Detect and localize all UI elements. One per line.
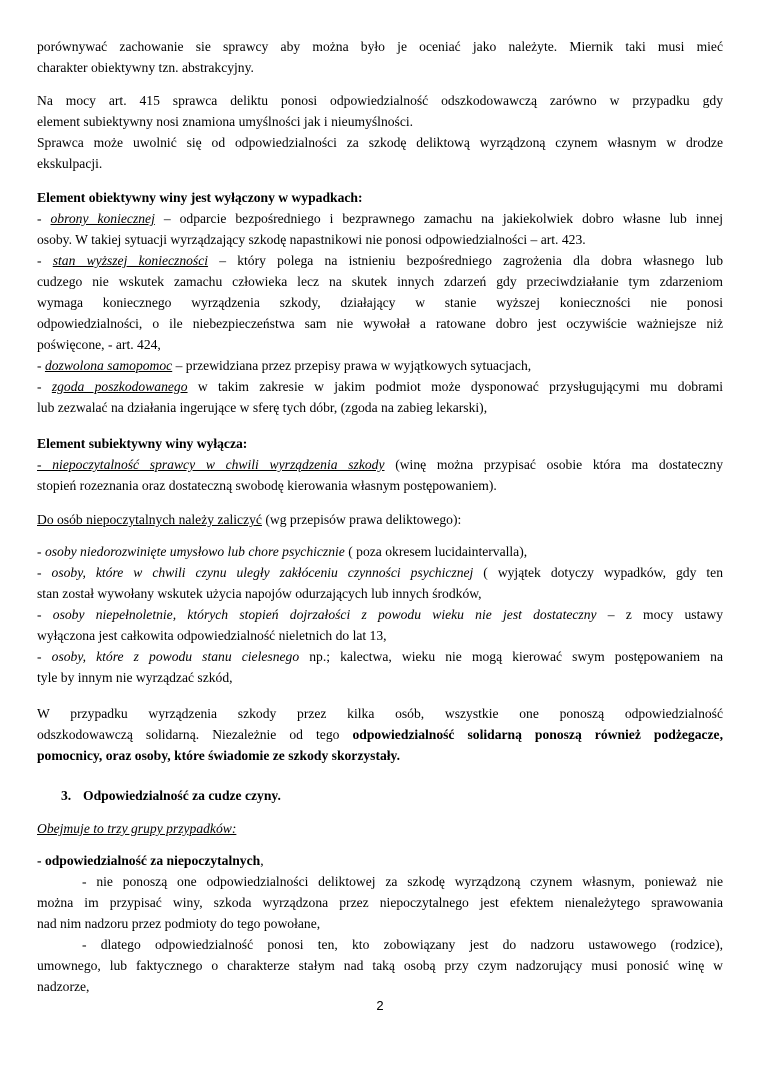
text: – który polega na istnieniu bezpośredniego zagrożenia dla dobra własnego lub: [208, 253, 723, 268]
numbered-heading: [37, 785, 723, 806]
term: obrony koniecznej: [50, 211, 155, 226]
list-item: - zgoda poszkodowanego w takim zakresie w jakim podmiot może dysponować przysługującymi mu dobrami: [37, 379, 723, 394]
list-insane-persons: [37, 541, 723, 688]
subsection-insane-persons: [37, 509, 723, 530]
heading-text: Odpowiedzialność za cudze czyny.: [83, 788, 281, 803]
section-subjective-element: [37, 433, 723, 496]
text-line: odpowiedzialności, o ile niebezpieczeństwa sam nie wywołał a ratowane dobro jest oczywiście ważniejsze niż: [37, 316, 723, 331]
list-item: - osoby, które z powodu stanu cielesnego np.; kalectwa, wieku nie mogą kierować swym postępowaniem na: [37, 649, 723, 664]
text: (winę można przypisać osobie która ma dostateczny: [384, 457, 723, 472]
group-heading: - odpowiedzialność za niepoczytalnych,: [37, 853, 264, 868]
underlined-text: Do osób niepoczytalnych należy zaliczyć: [37, 512, 262, 527]
text-line: porównywać zachowanie sie sprawcy aby można było je oceniać jako należyte. Miernik taki musi mieć: [37, 39, 723, 54]
text-line: ekskulpacji.: [37, 156, 103, 171]
text-line: tyle by innym nie wyrządzać szkód,: [37, 670, 233, 685]
group-insane-liability: [37, 850, 723, 997]
text-line: charakter obiektywny tzn. abstrakcyjny.: [37, 60, 254, 75]
text-line: Sprawca może uwolnić się od odpowiedzialności za szkodę deliktową wyrządzoną czynem własnym w drodze: [37, 135, 723, 150]
term: osoby, które w chwili czynu uległy zakłóceniu czynności psychicznej: [51, 565, 474, 580]
text-line: pomocnicy, oraz osoby, które świadomie ze szkody skorzystały.: [37, 748, 400, 763]
list-item: - obrony koniecznej – odparcie bezpośredniego i bezprawnego zamachu na jakiekolwiek dobro własne lub innej: [37, 211, 723, 226]
text: ,: [260, 853, 264, 868]
heading-number: 3.: [61, 788, 72, 803]
text-line: osoby. W takiej sytuacji wyrządzający szkodę napastnikowi nie ponosi odpowiedzialności – art. 423.: [37, 232, 586, 247]
text-line: - dlatego odpowiedzialność ponosi ten, kto zobowiązany jest do nadzoru ustawowego (rodzice),: [82, 937, 723, 952]
text: ( poza okresem lucidaintervalla),: [344, 544, 528, 559]
section-heading: Element obiektywny winy jest wyłączony w wypadkach:: [37, 190, 363, 205]
term: - niepoczytalność sprawcy w chwili wyrządzenia szkody: [37, 457, 385, 472]
text-line: wyłączona jest całkowita odpowiedzialność nieletnich do lat 13,: [37, 628, 387, 643]
text-line: lub zezwalać na działania ingerujące w sferę tych dóbr, (zgoda na zabieg lekarski),: [37, 400, 488, 415]
text-line: element subiektywny nosi znamiona umyślności jak i nieumyślności.: [37, 114, 414, 129]
term: osoby niedorozwinięte umysłowo lub chore psychicznie: [44, 544, 345, 559]
text: – z mocy ustawy: [596, 607, 723, 622]
text-line: nad nim nadzoru przez podmioty do tego powołane,: [37, 916, 321, 931]
text-line: wymaga koniecznego wyrządzenia szkody, działający w stanie wyższej konieczności nie ponosi: [37, 295, 723, 310]
list-item: - osoby, które w chwili czynu uległy zakłóceniu czynności psychicznej ( wyjątek dotyczy wypadków, gdy ten: [37, 565, 723, 580]
section-objective-element: [37, 187, 723, 418]
term: zgoda poszkodowanego: [51, 379, 188, 394]
list-item: - osoby niedorozwinięte umysłowo lub chore psychicznie ( poza okresem lucidaintervalla),: [37, 544, 528, 559]
term: dozwolona samopomoc: [44, 358, 173, 373]
list-item: [37, 454, 723, 475]
list-item: - stan wyższej konieczności – który polega na istnieniu bezpośredniego zagrożenia dla dobra własnego lub: [37, 253, 723, 268]
text-line: można im przypisać winy, szkoda wyrządzona przez niepoczytalnego jest efektem nienależytego sprawowania: [37, 895, 723, 910]
text-line: - nie ponoszą one odpowiedzialności deliktowej za szkodę wyrządzoną czynem własnym, ponieważ nie: [82, 874, 723, 889]
list-item: - dozwolona samopomoc – przewidziana przez przepisy prawa w wyjątkowych sytuacjach,: [37, 358, 532, 373]
text-line: poświęcone, - art. 424,: [37, 337, 161, 352]
text-line: W przypadku wyrządzenia szkody przez kilka osób, wszystkie one ponoszą odpowiedzialność: [37, 706, 723, 721]
text: – przewidziana przez przepisy prawa w wyjątkowych sytuacjach,: [172, 358, 532, 373]
paragraph-solidarity: [37, 703, 723, 766]
subsection-heading: [37, 509, 723, 530]
text: – odparcie bezpośredniego i bezprawnego zamachu na jakiekolwiek dobro własne lub innej: [154, 211, 723, 226]
text: np.; kalectwa, wieku nie mogą kierować swym postępowaniem na: [299, 649, 723, 664]
bold-text: odpowiedzialność solidarną ponoszą również podżegacze,: [352, 727, 723, 742]
text: w takim zakresie w jakim podmiot może dysponować przysługującymi mu dobrami: [187, 379, 723, 394]
text-line: cudzego nie wskutek zamachu człowieka lecz na skutek innych zdarzeń gdy przeciwdziałanie tym zdarzeniom: [37, 274, 723, 289]
paragraph-measure-intro: [37, 36, 723, 78]
text: odszkodowawczą solidarną. Niezależnie od tego: [37, 727, 353, 742]
page-number: 2: [376, 998, 384, 1013]
subsection-heading: Obejmuje to trzy grupy przypadków:: [37, 821, 237, 836]
text: (wg przepisów prawa deliktowego):: [261, 512, 462, 527]
bold-text: odpowiedzialność za niepoczytalnych: [44, 853, 261, 868]
list-item: - osoby niepełnoletnie, których stopień dojrzałości z powodu wieku nie jest dostateczny – z mocy ustawy: [37, 607, 723, 622]
section-3-subheading: [37, 818, 723, 839]
text-line: stopień rozeznania oraz dostateczną swobodę kierowania własnym postępowaniem).: [37, 478, 497, 493]
paragraph-art-415: [37, 90, 723, 174]
section-heading: Element subiektywny winy wyłącza:: [37, 436, 248, 451]
text-line: [37, 724, 723, 745]
term: osoby niepełnoletnie, których stopień dojrzałości z powodu wieku nie jest dostateczny: [52, 607, 597, 622]
text-line: nadzorze,: [37, 979, 90, 994]
section-3-heading: [37, 785, 723, 806]
text-line: umownego, lub faktycznego o charakterze stałym nad taką osobą przy czym nadzorujący musi ponosić winę w: [37, 958, 723, 973]
term: stan wyższej konieczności: [52, 253, 209, 268]
text-line: stan został wywołany wskutek użycia napojów odurzających lub innych środków,: [37, 586, 482, 601]
text-line: Na mocy art. 415 sprawca deliktu ponosi odpowiedzialność odszkodowawczą zarówno w przypadku gdy: [37, 93, 723, 108]
text: ( wyjątek dotyczy wypadków, gdy ten: [473, 565, 723, 580]
term: osoby, które z powodu stanu cielesnego: [51, 649, 300, 664]
